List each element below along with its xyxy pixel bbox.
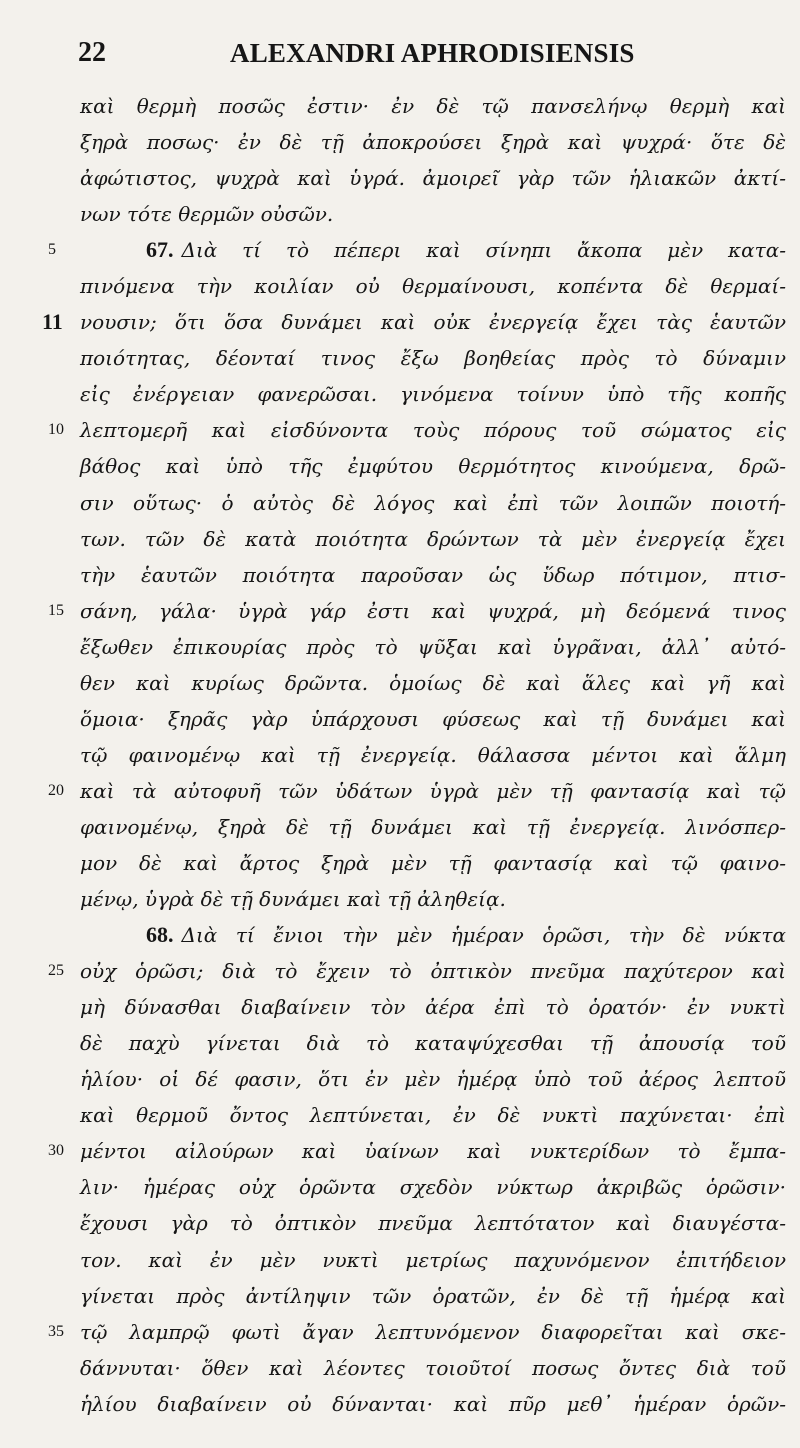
section-number: 67. [146,237,174,263]
line-text: Διὰ τί ἔνιοι τὴν μὲν ἡμέραν ὁρῶσι, τὴν δὲ νύκτα [181,923,786,948]
text-line [80,1242,786,1278]
line-number: 15 [48,601,64,619]
line-text: φαινομένῳ, ξηρὰ δὲ τῇ δυνάμει καὶ τῇ ἐνεργείᾳ. λινόσπερ- [80,814,786,839]
line-text: καὶ θερμοῦ ὄντος λεπτύνεται, ἐν δὲ νυκτὶ παχύνεται· ἐπὶ [80,1103,786,1128]
text-line [80,1205,786,1241]
text-line [80,521,786,557]
body-text [42,88,786,1422]
text-line [80,1386,786,1422]
text-line [80,845,786,881]
text-line [48,773,786,809]
line-text: ἔχουσι γὰρ τὸ ὀπτικὸν πνεῦμα λεπτότατον καὶ διαυγέστα- [80,1211,786,1236]
line-text: καὶ θερμὴ ποσῶς ἐστιν· ἐν δὲ τῷ πανσελήνῳ θερμὴ καὶ [80,94,786,118]
text-line [80,629,786,665]
text-line [80,701,786,737]
text-line [80,989,786,1025]
line-text: λεπτομερῆ καὶ εἰσδύνοντα τοὺς πόρους τοῦ σώματος εἰς [80,418,786,443]
line-text: ποιότητας, δέονταί τινος ἔξω βοηθείας πρὸς τὸ δύναμιν [80,346,786,371]
line-text: καὶ τὰ αὐτοφυῆ τῶν ὑδάτων ὑγρὰ μὲν τῇ φαντασίᾳ καὶ τῷ [80,778,786,803]
text-line [80,737,786,773]
text-line [80,665,786,701]
text-line [80,376,786,412]
line-number: 11 [42,309,63,335]
page-header [78,30,786,76]
line-number: 35 [48,1322,64,1340]
text-line [80,88,786,124]
text-line [80,340,786,376]
text-line [80,124,786,160]
line-text: ἡλίου· οἱ δέ φασιν, ὅτι ἐν μὲν ἡμέρᾳ ὑπὸ τοῦ ἀέρος λεπτοῦ [80,1067,786,1092]
line-text: τῷ φαινομένῳ καὶ τῇ ἐνεργείᾳ. θάλασσα μέντοι καὶ ἅλμη [80,742,786,767]
line-text: σιν οὕτως· ὁ αὐτὸς δὲ λόγος καὶ ἐπὶ τῶν λοιπῶν ποιοτή- [80,490,786,515]
line-text: Διὰ τί τὸ πέπερι καὶ σίνηπι ἄκοπα μὲν κατα- [181,238,786,263]
line-text: τῷ λαμπρῷ φωτὶ ἄγαν λεπτυνόμενον διαφορεῖται καὶ σκε- [80,1319,786,1344]
text-line [80,1061,786,1097]
line-number: 10 [48,421,64,439]
line-number: 5 [48,241,56,259]
text-line [80,160,786,196]
text-line [48,1314,786,1350]
line-number: 30 [48,1142,64,1160]
line-text: θεν καὶ κυρίως δρῶντα. ὁμοίως δὲ καὶ ἅλες καὶ γῆ καὶ [80,670,786,695]
line-text: πινόμενα τὴν κοιλίαν οὐ θερμαίνουσι, κοπέντα δὲ θερμαί- [80,274,786,299]
line-text: δάννυται· ὅθεν καὶ λέοντες τοιοῦτοί ποσως ὄντες διὰ τοῦ [80,1355,786,1380]
line-text: ἔξωθεν ἐπικουρίας πρὸς τὸ ψῦξαι καὶ ὑγρᾶναι, ἀλλ᾽ αὐτό- [80,634,786,659]
line-text: νουσιν; ὅτι ὅσα δυνάμει καὶ οὐκ ἐνεργείᾳ ἔχει τὰς ἑαυτῶν [80,310,786,335]
line-text: ἀφώτιστος, ψυχρὰ καὶ ὑγρά. ἀμοιρεῖ γὰρ τῶν ἡλιακῶν ἀκτί- [80,166,786,191]
line-text: δὲ παχὺ γίνεται διὰ τὸ καταψύχεσθαι τῇ ἀπουσίᾳ τοῦ [80,1031,786,1056]
line-text: μον δὲ καὶ ἄρτος ξηρὰ μὲν τῇ φαντασίᾳ καὶ τῷ φαινο- [80,850,786,875]
line-text: νων τότε θερμῶν οὐσῶν. [80,202,334,227]
text-line [80,557,786,593]
line-text: βάθος καὶ ὑπὸ τῆς ἐμφύτου θερμότητος κινούμενα, δρῶ- [80,454,786,479]
text-line [80,1278,786,1314]
line-number: 20 [48,781,64,799]
text-line [48,593,786,629]
line-text: τον. καὶ ἐν μὲν νυκτὶ μετρίως παχυνόμενον ἐπιτήδειον [80,1247,786,1272]
text-line [48,412,786,448]
line-text: ξηρὰ ποσως· ἐν δὲ τῇ ἀποκρούσει ξηρὰ καὶ ψυχρά· ὅτε δὲ [80,130,786,155]
line-text: μένῳ, ὑγρὰ δὲ τῇ δυνάμει καὶ τῇ ἀληθείᾳ. [80,887,506,912]
line-text: ἡλίου διαβαίνειν οὐ δύνανται· καὶ πῦρ μεθ᾽ ἡμέραν ὁρῶν- [80,1391,786,1416]
line-text: λιν· ἡμέρας οὐχ ὁρῶντα σχεδὸν νύκτωρ ἀκριβῶς ὁρῶσιν· [80,1175,786,1200]
line-number: 25 [48,962,64,980]
running-head: ALEXANDRI APHRODISIENSIS [230,38,635,68]
text-line [80,448,786,484]
text-line [80,196,786,232]
text-line [80,809,786,845]
line-text: ὅμοια· ξηρᾶς γὰρ ὑπάρχουσι φύσεως καὶ τῇ δυνάμει καὶ [80,706,786,731]
text-line [80,485,786,521]
line-text: των. τῶν δὲ κατὰ ποιότητα δρώντων τὰ μὲν ἐνεργείᾳ ἔχει [80,526,786,551]
line-text: γίνεται πρὸς ἀντίληψιν τῶν ὁρατῶν, ἐν δὲ τῇ ἡμέρᾳ καὶ [80,1283,786,1308]
text-line [80,1350,786,1386]
text-line [42,304,786,340]
text-line [48,953,786,989]
text-line [80,1169,786,1205]
line-text: εἰς ἐνέργειαν φανερῶσαι. γινόμενα τοίνυν ὑπὸ τῆς κοπῆς [80,382,786,407]
line-text: μέντοι αἰλούρων καὶ ὑαίνων καὶ νυκτερίδων τὸ ἔμπα- [80,1139,786,1164]
page-number: 22 [78,37,106,68]
text-line [80,1025,786,1061]
section-number: 68. [146,922,174,948]
text-line [48,1133,786,1169]
text-line [80,881,786,917]
text-line [80,268,786,304]
line-text: σάνη, γάλα· ὑγρὰ γάρ ἐστι καὶ ψυχρά, μὴ δεόμενά τινος [80,598,786,623]
line-text: μὴ δύνασθαι διαβαίνειν τὸν ἀέρα ἐπὶ τὸ ὁρατόν· ἐν νυκτὶ [80,995,786,1020]
text-line [80,917,786,953]
line-text: οὐχ ὁρῶσι; διὰ τὸ ἔχειν τὸ ὀπτικὸν πνεῦμα παχύτερον καὶ [80,959,786,984]
line-text: τὴν ἑαυτῶν ποιότητα παροῦσαν ὡς ὕδωρ πότιμον, πτισ- [80,562,786,587]
text-line [80,1097,786,1133]
text-line [48,232,786,268]
